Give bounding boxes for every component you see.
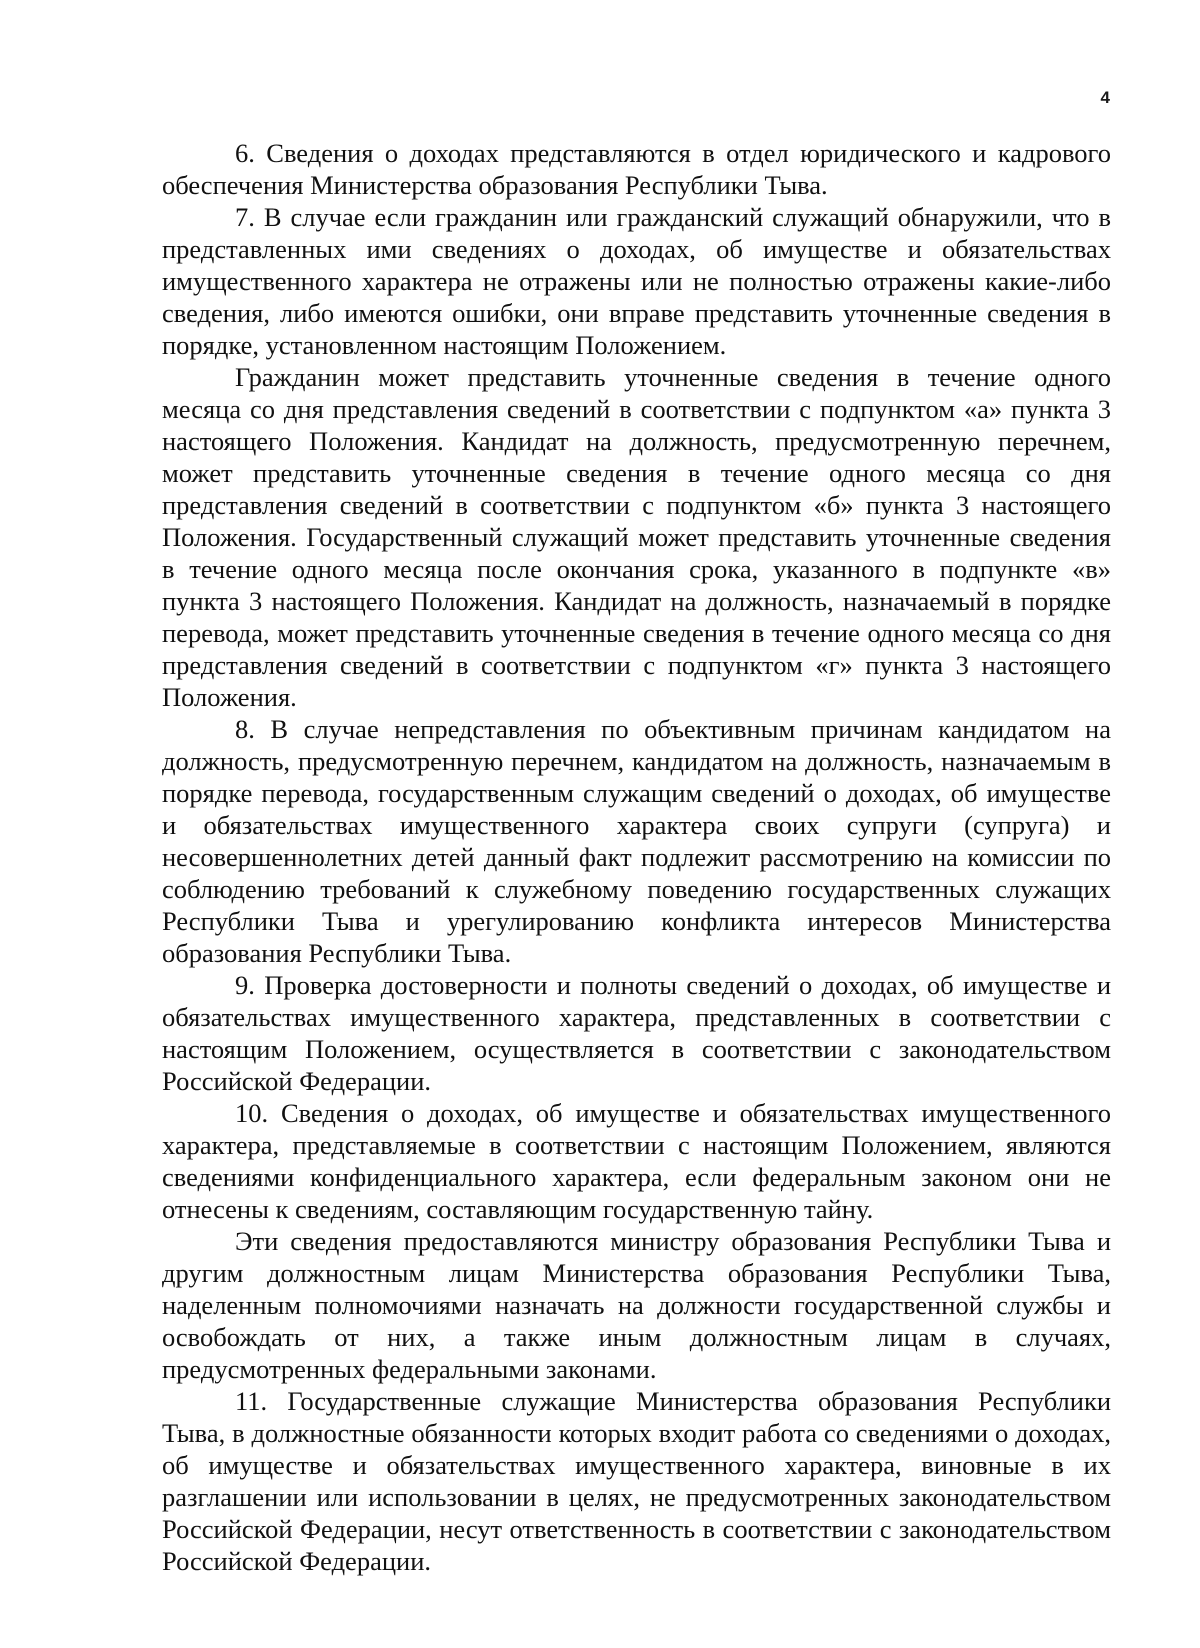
paragraph-7-continued: Гражданин может представить уточненные сведения в течение одного месяца со дня представления сведений в соответствии с подпунктом «а» пункта 3 настоящего Положения. Кандидат на должность, предусмотренную перечнем, может представить уточненные сведения в течение одного месяца со дня представления сведений в соответствии с подпунктом «б» пункта 3 настоящего Положения. Государственный служащий может представить уточненные сведения в течение одного месяца после окончания срока, указанного в подпункте «в» пункта 3 настоящего Положения. Кандидат на должность, назначаемый в порядке перевода, может представить уточненные сведения в течение одного месяца со дня представления сведений в соответствии с подпунктом «г» пункта 3 настоящего Положения. bbox=[162, 362, 1111, 712]
page-number: 4 bbox=[1100, 88, 1110, 107]
paragraph-11: 11. Государственные служащие Министерства образования Республики Тыва, в должностные обязанности которых входит работа со сведениями о доходах, об имуществе и обязательствах имущественного характера, виновные в их разглашении или использовании в целях, не предусмотренных законодательством Российской Федерации, несут ответственность в соответствии с законодательством Российской Федерации. bbox=[162, 1386, 1111, 1576]
document-body bbox=[162, 137, 1111, 1577]
paragraph-6: 6. Сведения о доходах представляются в отдел юридического и кадрового обеспечения Министерства образования Республики Тыва. bbox=[162, 138, 1111, 200]
paragraph-10-continued: Эти сведения предоставляются министру образования Республики Тыва и другим должностным лицам Министерства образования Республики Тыва, наделенным полномочиями назначать на должности государственной службы и освобождать от них, а также иным должностным лицам в случаях, предусмотренных федеральными законами. bbox=[162, 1226, 1111, 1384]
paragraph-9: 9. Проверка достоверности и полноты сведений о доходах, об имуществе и обязательствах имущественного характера, представленных в соответствии с настоящим Положением, осуществляется в соответствии с законодательством Российской Федерации. bbox=[162, 970, 1111, 1096]
paragraph-10: 10. Сведения о доходах, об имуществе и обязательствах имущественного характера, представляемые в соответствии с настоящим Положением, являются сведениями конфиденциального характера, если федеральным законом они не отнесены к сведениям, составляющим государственную тайну. bbox=[162, 1098, 1111, 1224]
paragraph-8: 8. В случае непредставления по объективным причинам кандидатом на должность, предусмотренную перечнем, кандидатом на должность, назначаемым в порядке перевода, государственным служащим сведений о доходах, об имуществе и обязательствах имущественного характера своих супруги (супруга) и несовершеннолетних детей данный факт подлежит рассмотрению на комиссии по соблюдению требований к служебному поведению государственных служащих Республики Тыва и урегулированию конфликта интересов Министерства образования Республики Тыва. bbox=[162, 714, 1111, 968]
paragraph-7: 7. В случае если гражданин или гражданский служащий обнаружили, что в представленных ими сведениях о доходах, об имуществе и обязательствах имущественного характера не отражены или не полностью отражены какие-либо сведения, либо имеются ошибки, они вправе представить уточненные сведения в порядке, установленном настоящим Положением. bbox=[162, 202, 1111, 360]
